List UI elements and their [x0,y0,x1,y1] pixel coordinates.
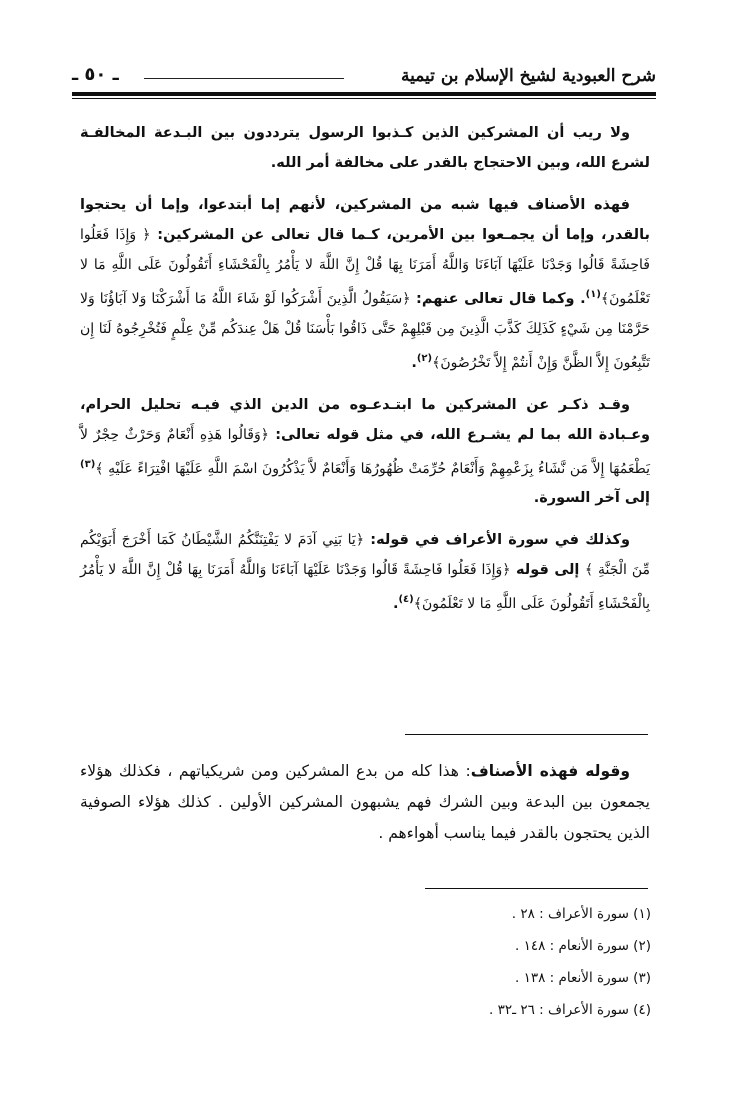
footnote-ref: (٢) [416,352,433,364]
paragraph [80,390,650,514]
running-title: شرح العبودية لشيخ الإسلام بن تيمية [400,66,656,86]
paragraph-text: ولا ريب أن المشركين الذين كـذبوا الرسول يترددون بين البـدعة المخالفـة لشرع الله، وبين الاحتجاج بالقدر على مخالفة أمر الله. [80,125,650,171]
paragraph-text: . [411,354,417,371]
page-header [72,64,656,100]
section-divider [405,734,648,735]
header-line [144,78,344,79]
paragraph-text: فهذه الأصناف فيها شبه من المشركين، لأنهم إما أبتدعوا، وإما أن يحتجوا بالقدر، وإما أن يجمـعوا بين الأمرين، كـما قال تعالى عن المشركين: [80,197,650,243]
paragraph-text: . [392,596,399,613]
paragraph [80,118,650,178]
footnote: (٤) سورة الأعراف : ٢٦ ـ٣٢ . [489,1002,651,1018]
header-rule-thin [72,98,656,99]
footnote-separator [425,888,648,889]
footnote-ref: (١) [585,289,601,300]
paragraph-text: إلى قوله [510,562,585,579]
paragraph-text: . وكما قال تعالى عنهم: [410,290,586,307]
page-number: ـ ٥٠ ـ [72,64,119,85]
commentary-paragraph [80,756,650,849]
header-rule-thick [72,92,656,96]
quran-verse: ﴿يَا بَنِي آدَمَ لا يَفْتِنَنَّكُمُ الشَّيْطَانُ كَمَا أَخْرَجَ أَبَوَيْكُم مِّنَ الْجَنَّةِ ﴾ [80,532,651,579]
commentary-text: : هذا كله من بدع المشركين ومن شريكياتهم ، فكذلك هؤلاء يجمعون بين البدعة وبين الشرك فهم يشبهون المشركين الأولين . كذلك هؤلاء الصوفية الذين يحتجون بالقدر فيما يناسب أهواءهم . [80,762,650,842]
quran-verse: ﴿سَيَقُولُ الَّذِينَ أَشْرَكُوا لَوْ شَاءَ اللَّهُ مَا أَشْرَكْنَا وَلا آبَاؤُنَا وَلا حَرَّمْنَا مِن شَيْءٍ كَذَلِكَ كَذَّبَ الَّذِينَ مِن قَبْلِهِمْ حَتَّى ذَاقُوا بَأْسَنَا قُلْ هَلْ عِندَكُم مِّنْ عِلْمٍ فَتُخْرِجُوهُ لَنَا إِن تَتَّبِعُونَ إِلاَّ الظَّنَّ وَإِنْ أَنتُمْ إِلاَّ تَخْرُصُونَ﴾ [80,290,651,371]
paragraph [80,525,650,619]
paragraph-text: وكذلك في سورة الأعراف في قوله: [364,532,630,549]
commentary-lead: وقوله فهذه الأصناف [470,762,630,780]
footnote-ref: (٤) [398,594,414,606]
paragraph [80,190,650,378]
footnote-ref: (٣) [80,458,96,470]
paragraph-text: وقـد ذكـر عن المشركين ما ابتـدعـوه من الدين الذي فيـه تحليل الحرام، وعـبادة الله بما لم يشـرع الله، في مثل قوله تعالى: [80,396,650,443]
main-text [80,118,650,631]
footnote: (٢) سورة الأنعام : ١٤٨ . [515,938,651,954]
footnote: (١) سورة الأعراف : ٢٨ . [511,906,651,922]
paragraph-text: إلى آخر السورة. [533,490,650,507]
quran-verse: ﴿ وَإِذَا فَعَلُوا فَاحِشَةً قَالُوا وَجَدْنَا عَلَيْهَا آبَاءَنَا وَاللَّهُ أَمَرَنَا بِهَا قُلْ إِنَّ اللَّهَ لا يَأْمُرُ بِالْفَحْشَاءِ أَتَقُولُونَ عَلَى اللَّهِ مَا لا تَعْلَمُونَ﴾ [80,227,650,307]
quran-verse: ﴿وَقَالُوا هَذِهِ أَنْعَامٌ وَحَرْثٌ حِجْرٌ لاَّ يَطْعَمُهَا إِلاَّ مَن نَّشَاءُ بِزَعْمِهِمْ وَأَنْعَامٌ حُرِّمَتْ ظُهُورُهَا وَأَنْعَامٌ لاَّ يَذْكُرُونَ اسْمَ اللَّهِ عَلَيْهَا افْتِرَاءً عَلَيْهِ ﴾ [80,426,650,477]
footnotes [489,898,651,1026]
quran-verse: ﴿وَإِذَا فَعَلُوا فَاحِشَةً قَالُوا وَجَدْنَا عَلَيْهَا آبَاءَنَا وَاللَّهُ أَمَرَنَا بِهَا قُلْ إِنَّ اللَّهَ لا يَأْمُرُ بِالْفَحْشَاءِ أَتَقُولُونَ عَلَى اللَّهِ مَا لا تَعْلَمُونَ﴾ [80,562,650,613]
footnote: (٣) سورة الأنعام : ١٣٨ . [515,970,651,986]
